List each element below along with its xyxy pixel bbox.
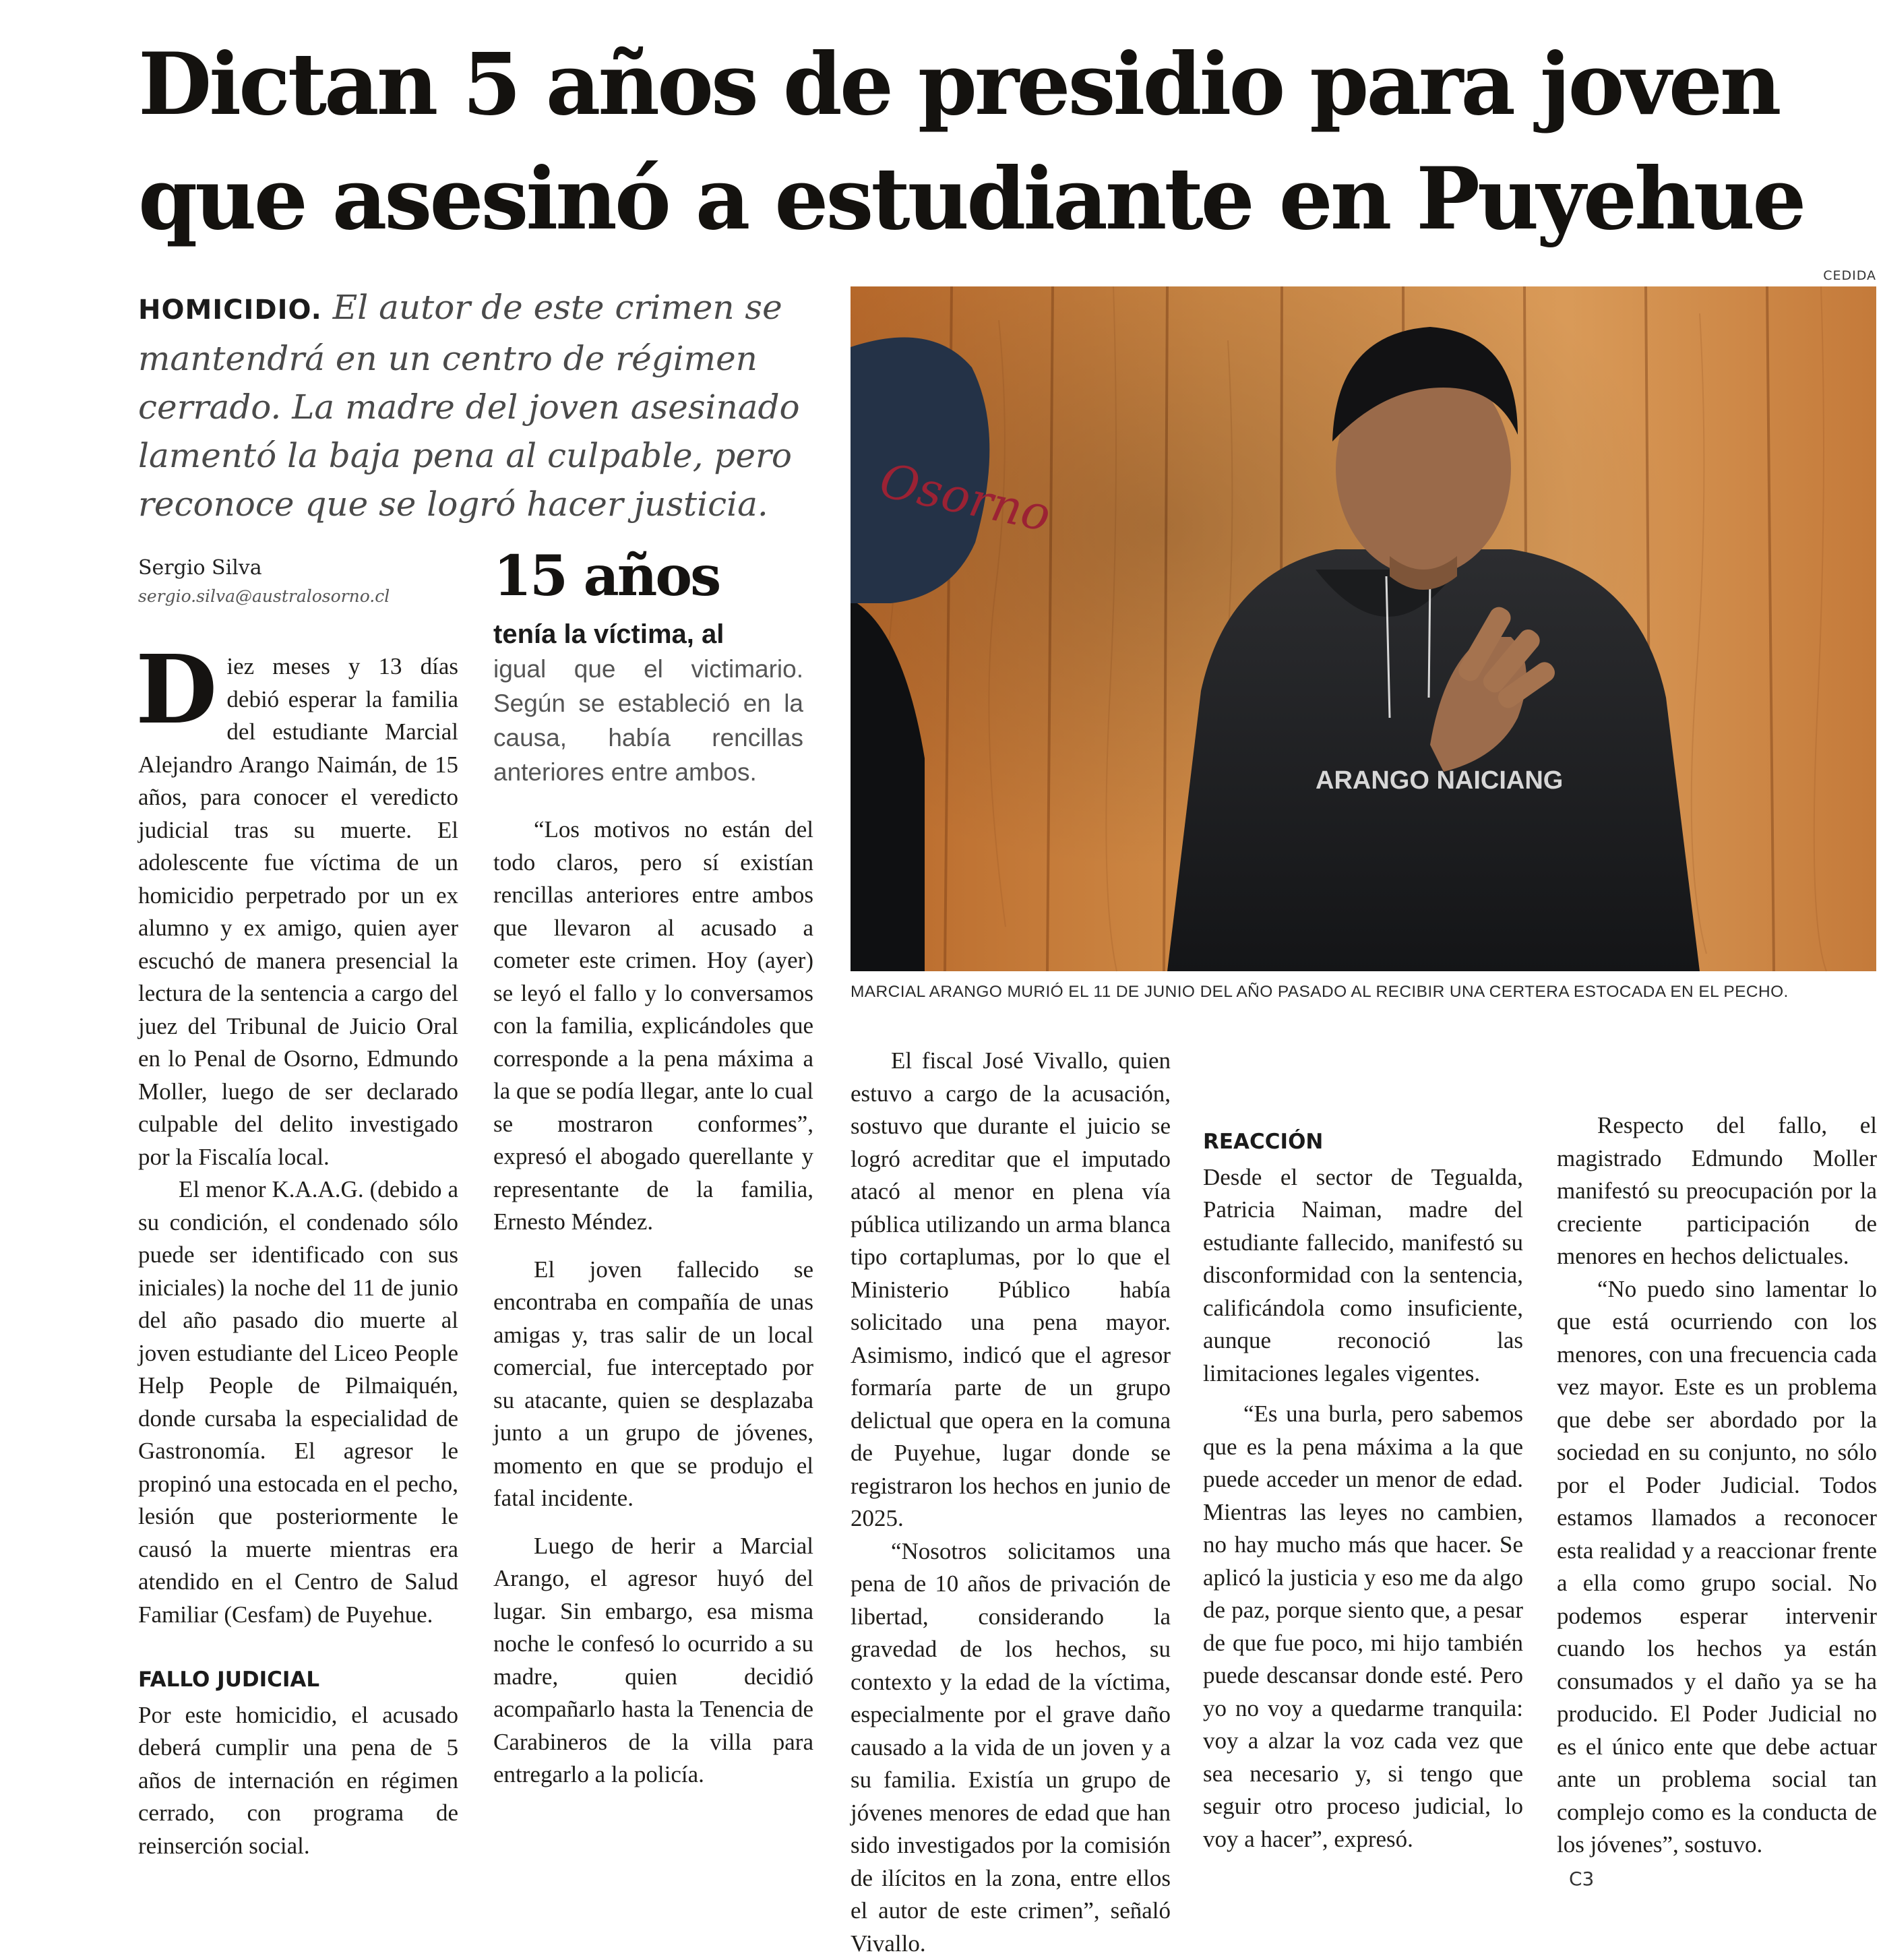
article-column-3: [851, 1045, 1171, 1960]
cap-logo-text: Osorno: [875, 452, 1055, 542]
article-column-2: [493, 814, 813, 1791]
headline: [138, 27, 1863, 256]
stat-number: 15 años: [493, 543, 803, 610]
article-paragraph: Diez meses y 13 días debió esperar la familia del estudiante Marcial Alejandro Arango Naimán, de 15 años, para conocer el veredicto judicial tras su muerte. El adolescente fue víctima de un homicidio perpetrado por un ex alumno y ex amigo, quien ayer escuchó de manera presencial la lectura de la sentencia a cargo del juez del Tribunal de Juicio Oral en lo Penal de Osorno, Edmundo Moller, luego de ser declarado culpable del delito investigado por la Fiscalía local.: [138, 650, 458, 1173]
stat-lead: tenía la víctima, al: [493, 617, 803, 652]
author-name: Sergio Silva: [138, 556, 489, 580]
article-paragraph: “Nosotros solicitamos una pena de 10 años de privación de libertad, considerando la gravedad de los hechos, su contexto y la edad de la víctima, especialmente por el grave daño causado a la vida de un joven y a su familia. Existía un grupo de jóvenes menores de edad que han sido investigados por la comisión de ilícitos en la zona, entre ellos el autor de este crimen”, señaló Vivallo.: [851, 1535, 1171, 1960]
headline-line-1: Dictan 5 años de presidio para joven: [138, 27, 1863, 142]
byline: [138, 556, 489, 606]
article-paragraph: “No puedo sino lamentar lo que está ocurriendo con los menores, con una frecuencia cada vez mayor. Este es un problema que debe ser abordado por la sociedad en su conjunto, no sólo por el Poder Judicial. Todos estamos llamados a reconocer esta realidad y a reaccionar frente a ella como grupo social. No podemos esperar intervenir cuando los hechos ya están consumados y el daño ya se ha producido. El Poder Judicial no es el único ente que debe actuar ante un problema social tan complejo como es la conducta de los jóvenes”, sostuvo.: [1557, 1273, 1877, 1862]
author-email: sergio.silva@australosorno.cl: [138, 586, 489, 606]
lede-text: El autor de este crimen se mantendrá en un centro de régimen cerrado. La madre del joven asesinado lamentó la baja pena al culpable, pero reconoce que se logró hacer justicia.: [138, 288, 800, 524]
stat-text: igual que el victimario. Según se estableció en la causa, había rencillas anteriores entre ambos.: [493, 652, 803, 789]
drop-cap: D: [135, 650, 217, 730]
section-heading-fallo: FALLO JUDICIAL: [138, 1663, 458, 1696]
article-paragraph: El menor K.A.A.G. (debido a su condición, el condenado sólo puede ser identificado con sus iniciales) la noche del 11 de junio del año pasado dio muerte al joven estudiante del Liceo People Help People de Pilmaiquén, donde cursaba la especialidad de Gastronomía. El agresor le propinó una estocada en el pecho, lesión que posteriormente le causó la muerte mientras era atendido en el Centro de Salud Familiar (Cesfam) de Puyehue.: [138, 1173, 458, 1631]
article-paragraph: Respecto del fallo, el magistrado Edmundo Moller manifestó su preocupación por la creciente participación de menores en hechos delictuales.: [1557, 1109, 1877, 1273]
photo-illustration: [851, 286, 1876, 971]
article-paragraph: Por este homicidio, el acusado deberá cumplir una pena de 5 años de internación en régimen cerrado, con programa de reinserción social.: [138, 1699, 458, 1798]
article-paragraph: “Es una burla, pero sabemos que es la pena máxima a la que puede acceder un menor de edad. Mientras las leyes no cambien, no hay mucho más que hacer. Se aplicó la justicia y eso me da algo de paz, porque siento que, a pesar de que fue poco, mi hijo también puede descansar donde esté. Pero yo no voy a quedarme tranquila: voy a alzar la voz cada vez que sea necesario y, si tengo que seguir otro proceso judicial, lo voy a hacer”, expresó.: [1203, 1398, 1523, 1856]
end-mark: C3: [1569, 1868, 1594, 1890]
stat-box: [493, 543, 803, 789]
article-paragraph: El joven fallecido se encontraba en compañía de unas amigas y, tras salir de un local comercial, fue interceptado por su atacante, quien se desplazaba junto a un grupo de jóvenes, momento en que se produjo el fatal incidente.: [493, 1254, 813, 1515]
article-column-5: [1557, 1045, 1877, 1895]
article-paragraph: “Los motivos no están del todo claros, pero sí existían rencillas anteriores entre ambos que llevaron al acusado a cometer este crimen. Hoy (ayer) se leyó el fallo y lo conversamos con la familia, explicándoles que corresponde a la pena máxima a la que se podía llegar, ante lo cual se mostraron conformes”, expresó el abogado querellante y representante de la familia, Ernesto Méndez.: [493, 814, 813, 1239]
article-paragraph: Luego de herir a Marcial Arango, el agresor huyó del lugar. Sin embargo, esa misma noche le confesó lo ocurrido a su madre, quien decidió acompañarlo hasta la Tenencia de Carabineros de la villa para entregarlo a la policía.: [493, 1530, 813, 1791]
victim-photo: [851, 286, 1876, 971]
headline-line-2: que asesinó a estudiante en Puyehue: [138, 142, 1863, 256]
hoodie-text: ARANGO NAICIANG: [1316, 766, 1563, 795]
lede-kicker: HOMICIDIO.: [138, 295, 322, 326]
article-paragraph: Desde el sector de Tegualda, Patricia Naiman, madre del estudiante fallecido, manifestó su disconformidad con la sentencia, calificándola como insuficiente, aunque reconoció las limitaciones legales vigentes.: [1203, 1161, 1523, 1390]
article-column-1: [138, 650, 458, 1798]
article-paragraph: El fiscal José Vivallo, quien estuvo a cargo de la acusación, sostuvo que durante el juicio se logró acreditar que el imputado atacó al menor en plena vía pública utilizando un arma blanca tipo cortaplumas, por lo que el Ministerio Público había solicitado una pena mayor. Asimismo, indicó que el agresor formaría parte de un grupo delictual que opera en la comuna de Puyehue, lugar donde se registraron los hechos en junio de 2025.: [851, 1045, 1171, 1535]
photo-caption: MARCIAL ARANGO MURIÓ EL 11 DE JUNIO DEL AÑO PASADO AL RECIBIR UNA CERTERA ESTOCADA EN EL PECHO.: [851, 983, 1876, 1002]
section-heading-reaccion: REACCIÓN: [1203, 1126, 1523, 1159]
article-column-4: [1203, 1045, 1523, 1856]
photo-credit: CEDIDA: [1823, 268, 1876, 283]
lede: [138, 283, 812, 528]
